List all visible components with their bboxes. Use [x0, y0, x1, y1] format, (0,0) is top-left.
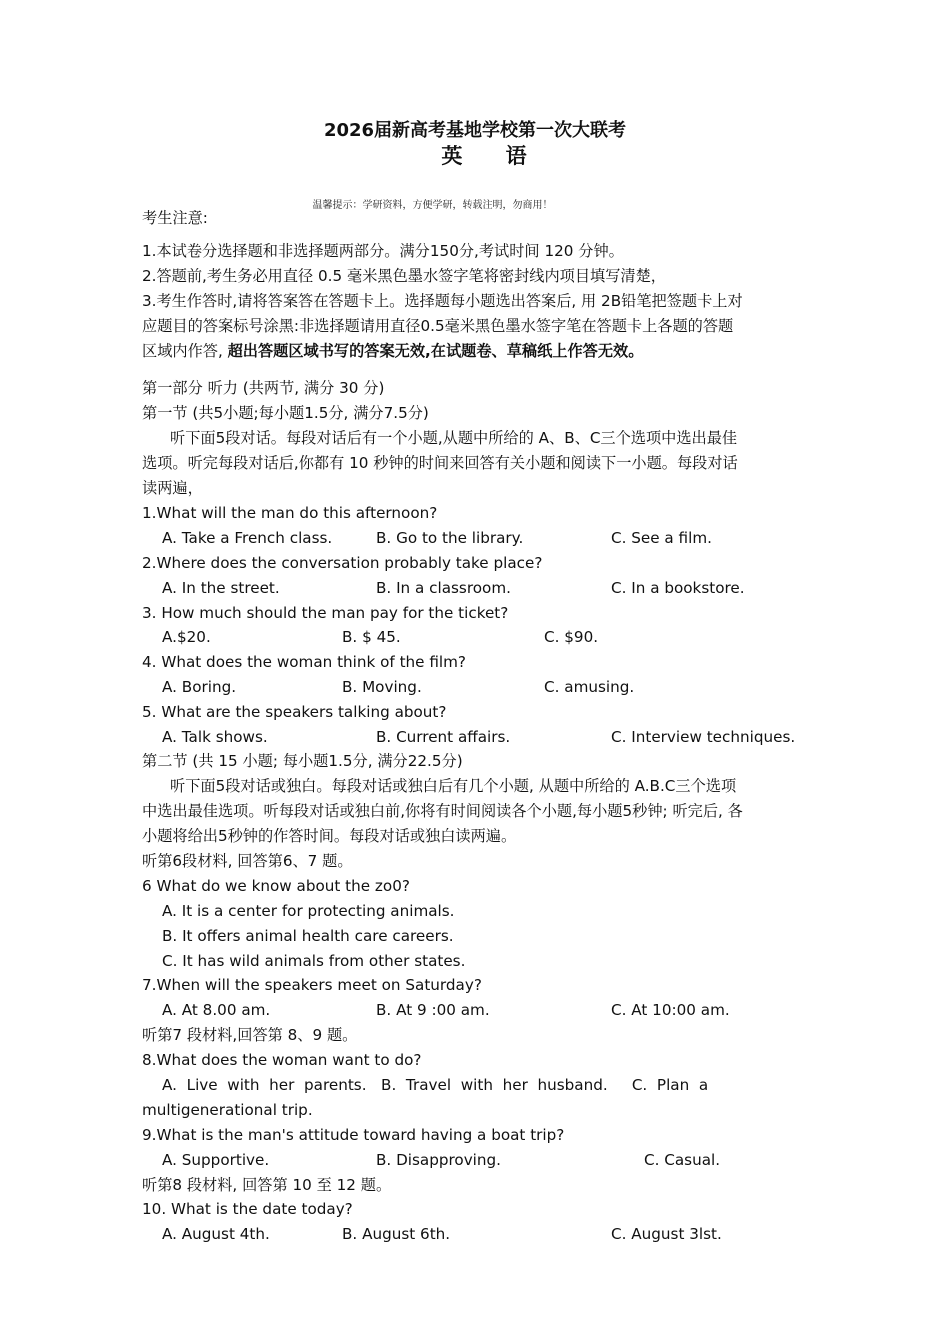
q1-option-c: C. See a film.: [611, 529, 712, 547]
q2-option-a: A. In the street.: [162, 579, 280, 597]
q9-option-a: A. Supportive.: [162, 1151, 270, 1169]
material-7-heading: 听第7 段材料,回答第 8、9 题。: [142, 1026, 358, 1044]
question-2: 2.Where does the conversation probably take place?: [142, 554, 543, 572]
notice-heading: 考生注意:: [142, 209, 208, 227]
notice-item-1: 1.本试卷分选择题和非选择题两部分。满分150分,考试时间 120 分钟。: [142, 242, 624, 260]
question-3: 3. How much should the man pay for the ticket?: [142, 604, 509, 622]
question-5: 5. What are the speakers talking about?: [142, 703, 447, 721]
section1-instruction-3: 读两遍，: [142, 479, 203, 497]
q10-option-a: A. August 4th.: [162, 1225, 270, 1243]
q3-option-a: A.$20.: [162, 628, 211, 646]
q1-option-b: B. Go to the library.: [376, 529, 524, 547]
q8-options-line-1: A. Live with her parents. B. Travel with her husband. C. Plan a: [162, 1076, 709, 1094]
notice-item-3-line-3: [142, 341, 807, 361]
question-7: 7.When will the speakers meet on Saturday?: [142, 976, 482, 994]
q4-option-b: B. Moving.: [342, 678, 422, 696]
q6-option-c: C. It has wild animals from other states.: [162, 952, 466, 970]
material-6-heading: 听第6段材料, 回答第6、7 题。: [142, 852, 353, 870]
q1-option-a: A. Take a French class.: [162, 529, 333, 547]
section1-heading: 第一节 (共5小题;每小题1.5分, 满分7.5分): [142, 404, 429, 422]
notice-item-3-line-2: 应题目的答案标号涂黑:非选择题请用直径0.5毫米黑色墨水签字笔在答题卡上各题的答题: [142, 317, 734, 335]
q6-option-a: A. It is a center for protecting animals.: [162, 902, 455, 920]
question-8: 8.What does the woman want to do?: [142, 1051, 422, 1069]
notice-item-2: 2.答题前,考生务必用直径 0.5 毫米黑色墨水签字笔将密封线内项目填写清楚，: [142, 267, 666, 285]
notice-item-3-normal: 区域内作答,: [142, 342, 228, 360]
q9-option-b: B. Disapproving.: [376, 1151, 501, 1169]
section1-instruction-2: 选项。听完每段对话后,你都有 10 秒钟的时间来回答有关小题和阅读下一小题。每段对话: [142, 454, 738, 472]
q6-option-b: B. It offers animal health care careers.: [162, 927, 454, 945]
q7-option-c: C. At 10:00 am.: [611, 1001, 730, 1019]
material-8-heading: 听第8 段材料, 回答第 10 至 12 题。: [142, 1176, 392, 1194]
q5-option-a: A. Talk shows.: [162, 728, 268, 746]
q8-options-line-2: multigenerational trip.: [142, 1101, 313, 1119]
subject-title: 英 语: [441, 144, 545, 168]
q9-option-c: C. Casual.: [644, 1151, 721, 1169]
q3-option-b: B. $ 45.: [342, 628, 401, 646]
question-4: 4. What does the woman think of the film?: [142, 653, 466, 671]
section2-instruction-1: 听下面5段对话或独白。每段对话或独白后有几个小题, 从题中所给的 A.B.C三个选项: [170, 777, 737, 795]
q4-option-c: C. amusing.: [544, 678, 635, 696]
q3-option-c: C. $90.: [544, 628, 599, 646]
q5-option-b: B. Current affairs.: [376, 728, 511, 746]
question-6: 6 What do we know about the zo0?: [142, 877, 410, 895]
question-1: 1.What will the man do this afternoon?: [142, 504, 438, 522]
part1-heading: 第一部分 听力 (共两节, 满分 30 分): [142, 379, 385, 397]
question-10: 10. What is the date today?: [142, 1200, 353, 1218]
question-9: 9.What is the man's attitude toward having a boat trip?: [142, 1126, 565, 1144]
q10-option-b: B. August 6th.: [342, 1225, 451, 1243]
q5-option-c: C. Interview techniques.: [611, 728, 796, 746]
watermark-tip: 温馨提示：学研资料，方便学研，转载注明，勿商用！: [312, 200, 553, 211]
section2-heading: 第二节 (共 15 小题; 每小题1.5分, 满分22.5分): [142, 752, 463, 770]
notice-item-3-bold: 超出答题区域书写的答案无效,在试题卷、草稿纸上作答无效。: [227, 342, 644, 360]
q7-option-b: B. At 9 :00 am.: [376, 1001, 490, 1019]
notice-item-3-line-1: 3.考生作答时,请将答案答在答题卡上。选择题每小题选出答案后, 用 2B铅笔把签题卡上对: [142, 292, 743, 310]
exam-title: 2026届新高考基地学校第一次大联考: [323, 120, 627, 141]
q10-option-c: C. August 3lst.: [611, 1225, 722, 1243]
q4-option-a: A. Boring.: [162, 678, 237, 696]
section1-instruction-1: 听下面5段对话。每段对话后有一个小题,从题中所给的 A、B、C三个选项中选出最佳: [170, 429, 738, 447]
section2-instruction-3: 小题将给出5秒钟的作答时间。每段对话或独白读两遍。: [142, 827, 517, 845]
section2-instruction-2: 中选出最佳选项。听每段对话或独白前,你将有时间阅读各个小题,每小题5秒钟; 听完后, 各: [142, 802, 743, 820]
q7-option-a: A. At 8.00 am.: [162, 1001, 271, 1019]
q2-option-b: B. In a classroom.: [376, 579, 511, 597]
q2-option-c: C. In a bookstore.: [611, 579, 745, 597]
